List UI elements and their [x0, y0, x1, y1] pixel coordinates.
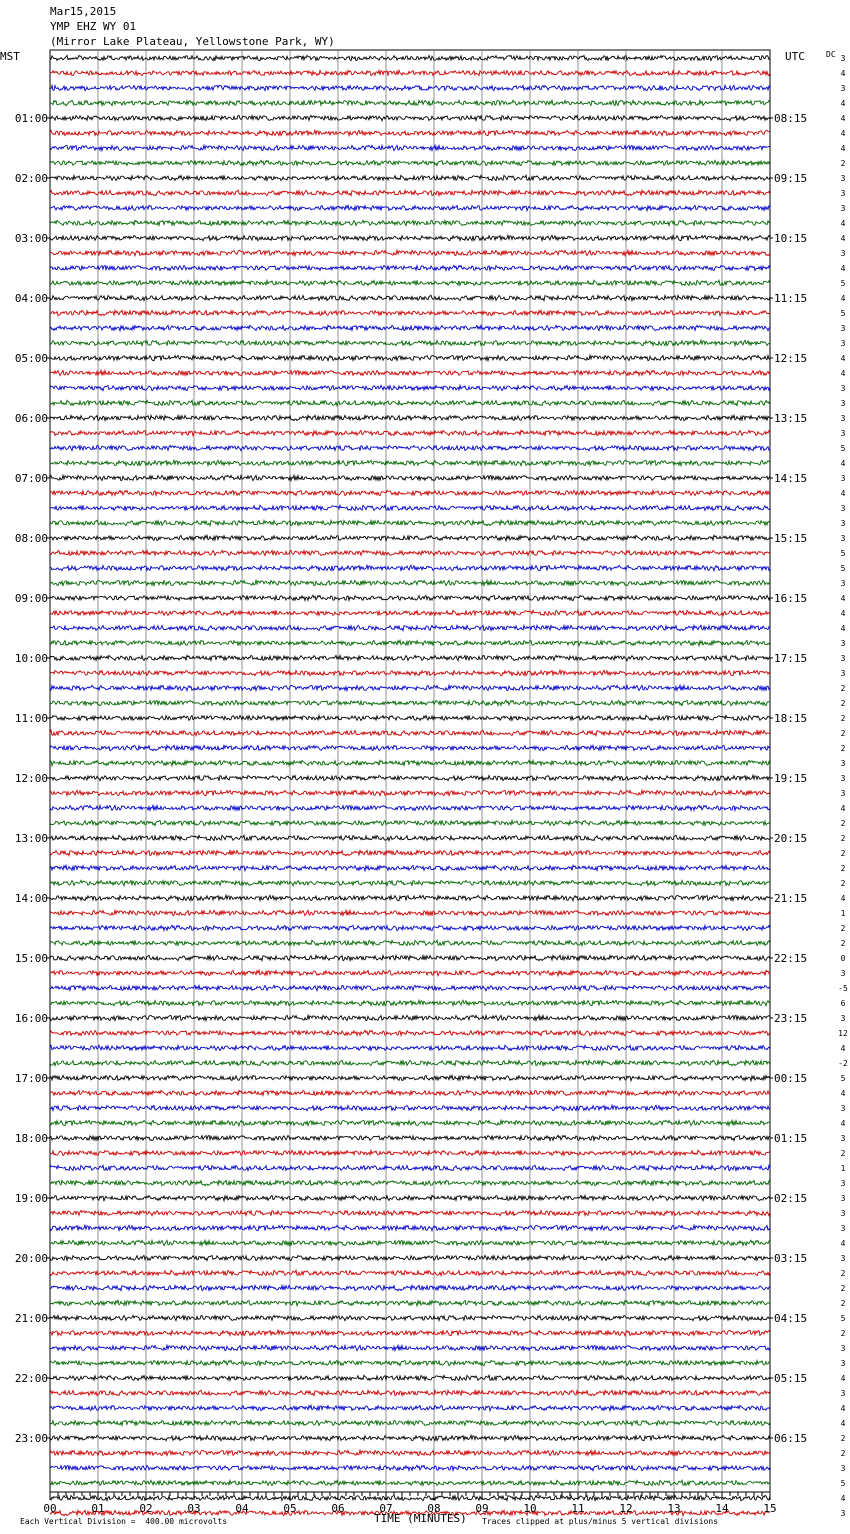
trace-line: [50, 820, 770, 825]
dc-offset-label: 3: [840, 1209, 846, 1218]
date-label: Mar15,2015: [50, 5, 117, 18]
trace-line: [50, 1495, 770, 1500]
dc-offset-label: 4: [840, 99, 846, 108]
dc-offset-label: 3: [840, 1359, 846, 1368]
footer-clip-note: Traces clipped at plus/minus 5 vertical divisions: [482, 1517, 719, 1526]
dc-offset-label: 2: [840, 879, 846, 888]
dc-offset-label: 3: [840, 789, 846, 798]
dc-offset-label: 3: [840, 534, 846, 543]
dc-offset-label: 3: [840, 1194, 846, 1203]
dc-offset-label: 3: [840, 324, 846, 333]
trace-line: [50, 520, 770, 525]
trace-line: [50, 1000, 770, 1006]
dc-offset-label: 4: [840, 1044, 846, 1053]
hour-label-left: 07:00: [14, 472, 48, 485]
trace-line: [50, 1480, 770, 1485]
dc-offset-label: 5: [840, 1314, 846, 1323]
hour-label-right: 02:15: [774, 1192, 808, 1205]
dc-offset-label: 4: [840, 594, 846, 603]
trace-line: [50, 115, 770, 120]
trace-line: [50, 700, 770, 705]
dc-offset-label: 3: [840, 1104, 846, 1113]
trace-line: [50, 850, 770, 855]
hour-label-right: 10:15: [774, 232, 808, 245]
dc-offset-label: 2: [840, 1299, 846, 1308]
trace-line: [50, 1150, 770, 1155]
hour-label-left: 22:00: [14, 1372, 48, 1385]
trace-line: [50, 430, 770, 435]
dc-offset-label: 3: [840, 339, 846, 348]
trace-line: [50, 415, 770, 420]
hour-label-right: 08:15: [774, 112, 808, 125]
x-tick-label: 02: [139, 1502, 153, 1515]
hour-label-left: 16:00: [14, 1012, 48, 1025]
dc-offset-label: 3: [840, 1389, 846, 1398]
dc-offset-label: 4: [840, 459, 846, 468]
hour-label-right: 12:15: [774, 352, 808, 365]
dc-offset-label: 12: [838, 1029, 848, 1038]
trace-line: [50, 910, 770, 915]
dc-offset-label: 4: [840, 894, 846, 903]
dc-offset-label: 4: [840, 264, 846, 273]
x-tick-label: 13: [667, 1502, 681, 1515]
trace-line: [50, 265, 770, 270]
hour-label-right: 19:15: [774, 772, 808, 785]
hour-label-right: 05:15: [774, 1372, 808, 1385]
dc-offset-label: 2: [840, 834, 846, 843]
dc-offset-label: 5: [840, 444, 846, 453]
hour-label-left: 11:00: [14, 712, 48, 725]
trace-line: [50, 670, 770, 676]
hour-label-right: 01:15: [774, 1132, 808, 1145]
dc-offset-label: 4: [840, 1374, 846, 1383]
trace-line: [50, 460, 770, 466]
dc-offset-label: 4: [840, 1089, 846, 1098]
dc-offset-label: 3: [840, 414, 846, 423]
footer-scale-note: Each Vertical Division = 400.00 microvolts: [20, 1517, 228, 1526]
dc-offset-label: 3: [840, 384, 846, 393]
dc-offset-label: 3: [840, 474, 846, 483]
trace-line: [50, 205, 770, 211]
dc-offset-label: 3: [840, 579, 846, 588]
trace-line: [50, 400, 770, 405]
trace-line: [50, 790, 770, 795]
trace-line: [50, 1240, 770, 1245]
dc-offset-label: 4: [840, 69, 846, 78]
dc-offset-label: 4: [840, 369, 846, 378]
hour-label-left: 13:00: [14, 832, 48, 845]
trace-line: [50, 280, 770, 285]
trace-line: [50, 1060, 770, 1065]
dc-offset-label: 4: [840, 1404, 846, 1413]
hour-label-left: 14:00: [14, 892, 48, 905]
station-label: YMP EHZ WY 01: [50, 20, 137, 33]
dc-offset-label: 2: [840, 1434, 846, 1443]
hour-label-right: 09:15: [774, 172, 808, 185]
dc-offset-label: 4: [840, 219, 846, 228]
hour-label-left: 21:00: [14, 1312, 48, 1325]
dc-offset-label: 2: [840, 699, 846, 708]
dc-offset-label: 3: [840, 189, 846, 198]
location-label: (Mirror Lake Plateau, Yellowstone Park, WY): [50, 35, 335, 48]
hour-label-left: 23:00: [14, 1432, 48, 1445]
dc-offset-label: 4: [840, 1119, 846, 1128]
dc-offset-label: 5: [840, 1479, 846, 1488]
trace-line: [50, 445, 770, 450]
trace-line: [50, 985, 770, 990]
dc-offset-label: 3: [840, 1224, 846, 1233]
dc-offset-label: 3: [840, 504, 846, 513]
trace-line: [50, 505, 770, 510]
x-tick-label: 14: [715, 1502, 729, 1515]
dc-offset-label: 4: [840, 234, 846, 243]
hour-label-left: 03:00: [14, 232, 48, 245]
trace-line: [50, 1465, 770, 1470]
dc-offset-label: 3: [840, 1254, 846, 1263]
x-tick-label: 06: [331, 1502, 345, 1515]
dc-offset-label: 4: [840, 129, 846, 138]
dc-offset-label: 4: [840, 1494, 846, 1503]
dc-offset-label: 4: [840, 624, 846, 633]
hour-label-left: 10:00: [14, 652, 48, 665]
trace-line: [50, 1405, 770, 1411]
trace-line: [50, 370, 770, 375]
trace-line: [50, 535, 770, 541]
hour-label-right: 00:15: [774, 1072, 808, 1085]
dc-offset-label: 6: [840, 999, 846, 1008]
trace-line: [50, 70, 770, 75]
dc-offset-label: 2: [840, 744, 846, 753]
hour-label-right: 17:15: [774, 652, 808, 665]
dc-offset-label: 2: [840, 159, 846, 168]
dc-offset-label: 5: [840, 564, 846, 573]
dc-offset-label: 3: [840, 1014, 846, 1023]
trace-line: [50, 925, 770, 930]
x-tick-label: 08: [427, 1502, 441, 1515]
left-timezone-label: MST: [0, 50, 20, 63]
hour-label-right: 21:15: [774, 892, 808, 905]
trace-line: [50, 940, 770, 945]
hour-label-right: 22:15: [774, 952, 808, 965]
hour-label-left: 12:00: [14, 772, 48, 785]
dc-offset-label: 2: [840, 714, 846, 723]
dc-offset-label: 4: [840, 804, 846, 813]
dc-offset-label: 5: [840, 279, 846, 288]
trace-line: [50, 1315, 770, 1320]
dc-offset-label: 2: [840, 1329, 846, 1338]
trace-line: [50, 235, 770, 241]
trace-line: [50, 130, 770, 136]
dc-offset-label: 3: [840, 174, 846, 183]
hour-label-right: 15:15: [774, 532, 808, 545]
trace-line: [50, 865, 770, 871]
dc-offset-label: 2: [840, 729, 846, 738]
dc-offset-label: 0: [840, 954, 846, 963]
x-tick-label: 11: [571, 1502, 585, 1515]
trace-line: [50, 580, 770, 585]
trace-line: [50, 1075, 770, 1081]
dc-offset-label: 4: [840, 489, 846, 498]
trace-line: [50, 565, 770, 571]
trace-line: [50, 1210, 770, 1215]
dc-offset-label: 4: [840, 144, 846, 153]
trace-line: [50, 1030, 770, 1035]
trace-line: [50, 475, 770, 480]
trace-line: [50, 1450, 770, 1455]
hour-label-left: 02:00: [14, 172, 48, 185]
right-timezone-label: UTC: [785, 50, 805, 63]
hour-label-left: 08:00: [14, 532, 48, 545]
dc-offset-label: 4: [840, 114, 846, 123]
hour-label-right: 13:15: [774, 412, 808, 425]
dc-offset-label: 3: [840, 1344, 846, 1353]
x-tick-label: 10: [523, 1502, 537, 1515]
hour-label-left: 18:00: [14, 1132, 48, 1145]
trace-line: [50, 1345, 770, 1350]
dc-offset-label: 3: [840, 519, 846, 528]
dc-offset-label: 3: [840, 969, 846, 978]
trace-line: [50, 745, 770, 750]
dc-offset-label: 3: [840, 429, 846, 438]
x-tick-label: 00: [43, 1502, 57, 1515]
trace-line: [50, 1390, 770, 1395]
trace-line: [50, 805, 770, 810]
trace-line: [50, 835, 770, 840]
trace-line: [50, 880, 770, 885]
dc-offset-label: 3: [840, 249, 846, 258]
trace-line: [50, 1180, 770, 1185]
hour-label-right: 04:15: [774, 1312, 808, 1325]
trace-line: [50, 310, 770, 315]
dc-offset-label: 2: [840, 684, 846, 693]
hour-label-right: 11:15: [774, 292, 808, 305]
trace-line: [50, 1285, 770, 1290]
dc-offset-label: 1: [840, 909, 846, 918]
x-tick-label: 05: [283, 1502, 297, 1515]
x-tick-label: 09: [475, 1502, 489, 1515]
dc-offset-label: 3: [840, 639, 846, 648]
dc-offset-label: 2: [840, 864, 846, 873]
hour-label-left: 15:00: [14, 952, 48, 965]
hour-label-left: 01:00: [14, 112, 48, 125]
trace-line: [50, 100, 770, 105]
trace-line: [50, 1420, 770, 1425]
hour-label-right: 20:15: [774, 832, 808, 845]
dc-offset-label: 4: [840, 294, 846, 303]
trace-line: [50, 595, 770, 600]
dc-offset-label: 3: [840, 1179, 846, 1188]
trace-line: [50, 1225, 770, 1231]
x-tick-label: 03: [187, 1502, 201, 1515]
trace-line: [50, 325, 770, 330]
hour-label-left: 09:00: [14, 592, 48, 605]
dc-offset-label: 2: [840, 849, 846, 858]
dc-offset-label: 3: [840, 54, 846, 63]
trace-line: [50, 715, 770, 720]
x-tick-label: 01: [91, 1502, 105, 1515]
trace-line: [50, 625, 770, 630]
trace-line: [50, 775, 770, 781]
hour-label-right: 06:15: [774, 1432, 808, 1445]
dc-offset-label: 3: [840, 204, 846, 213]
dc-offset-label: 3: [840, 759, 846, 768]
trace-line: [50, 160, 770, 165]
dc-offset-label: 4: [840, 354, 846, 363]
hour-label-left: 19:00: [14, 1192, 48, 1205]
dc-offset-label: 2: [840, 1284, 846, 1293]
trace-line: [50, 85, 770, 90]
dc-offset-label: 4: [840, 1419, 846, 1428]
hour-label-left: 17:00: [14, 1072, 48, 1085]
trace-line: [50, 1045, 770, 1050]
dc-offset-label: 1: [840, 1164, 846, 1173]
dc-offset-label: 3: [840, 399, 846, 408]
dc-offset-label: 4: [840, 609, 846, 618]
x-tick-label: 15: [763, 1502, 777, 1515]
trace-line: [50, 1255, 770, 1260]
trace-line: [50, 1120, 770, 1125]
dc-offset-label: -5: [838, 984, 848, 993]
dc-offset-label: 5: [840, 1074, 846, 1083]
dc-offset-label: 2: [840, 819, 846, 828]
trace-line: [50, 1135, 770, 1140]
trace-line: [50, 550, 770, 555]
trace-line: [50, 1360, 770, 1365]
hour-label-left: 04:00: [14, 292, 48, 305]
hour-label-right: 18:15: [774, 712, 808, 725]
trace-line: [50, 1090, 770, 1095]
hour-label-left: 06:00: [14, 412, 48, 425]
dc-offset-label: 3: [840, 1509, 846, 1518]
dc-offset-label: 2: [840, 939, 846, 948]
trace-line: [50, 295, 770, 300]
hour-label-right: 23:15: [774, 1012, 808, 1025]
trace-line: [50, 1435, 770, 1441]
trace-line: [50, 190, 770, 195]
hour-label-right: 03:15: [774, 1252, 808, 1265]
trace-line: [50, 220, 770, 225]
dc-offset-label: 3: [840, 1134, 846, 1143]
trace-line: [50, 250, 770, 255]
dc-offset-label: 2: [840, 1449, 846, 1458]
trace-line: [50, 895, 770, 901]
trace-line: [50, 970, 770, 976]
trace-line: [50, 1375, 770, 1380]
trace-line: [50, 55, 770, 60]
trace-line: [50, 610, 770, 615]
x-axis-label: TIME (MINUTES): [374, 1512, 467, 1525]
trace-line: [50, 685, 770, 690]
dc-offset-label: 5: [840, 309, 846, 318]
hour-label-left: 05:00: [14, 352, 48, 365]
trace-line: [50, 145, 770, 150]
trace-line: [50, 385, 770, 390]
dc-offset-label: -2: [838, 1059, 848, 1068]
dc-offset-label: 3: [840, 774, 846, 783]
x-tick-label: 04: [235, 1502, 249, 1515]
trace-line: [50, 490, 770, 495]
dc-label: DC: [826, 50, 836, 59]
hour-label-right: 16:15: [774, 592, 808, 605]
trace-line: [50, 760, 770, 765]
trace-line: [50, 730, 770, 735]
dc-offset-label: 3: [840, 84, 846, 93]
trace-line: [50, 1015, 770, 1020]
dc-offset-label: 3: [840, 669, 846, 678]
trace-line: [50, 640, 770, 646]
trace-line: [50, 355, 770, 360]
trace-line: [50, 1300, 770, 1306]
trace-line: [50, 1105, 770, 1111]
hour-label-right: 14:15: [774, 472, 808, 485]
trace-line: [50, 1330, 770, 1336]
trace-line: [50, 175, 770, 180]
dc-offset-label: 2: [840, 1269, 846, 1278]
dc-offset-label: 3: [840, 1464, 846, 1473]
trace-line: [50, 1165, 770, 1170]
trace-line: [50, 340, 770, 346]
dc-offset-label: 2: [840, 924, 846, 933]
x-tick-label: 12: [619, 1502, 633, 1515]
trace-line: [50, 1270, 770, 1275]
trace-line: [50, 1195, 770, 1200]
dc-offset-label: 4: [840, 1239, 846, 1248]
x-tick-label: 07: [379, 1502, 393, 1515]
dc-offset-label: 2: [840, 1149, 846, 1158]
dc-offset-label: 3: [840, 654, 846, 663]
trace-line: [50, 655, 770, 660]
trace-line: [50, 955, 770, 960]
hour-label-left: 20:00: [14, 1252, 48, 1265]
dc-offset-label: 5: [840, 549, 846, 558]
